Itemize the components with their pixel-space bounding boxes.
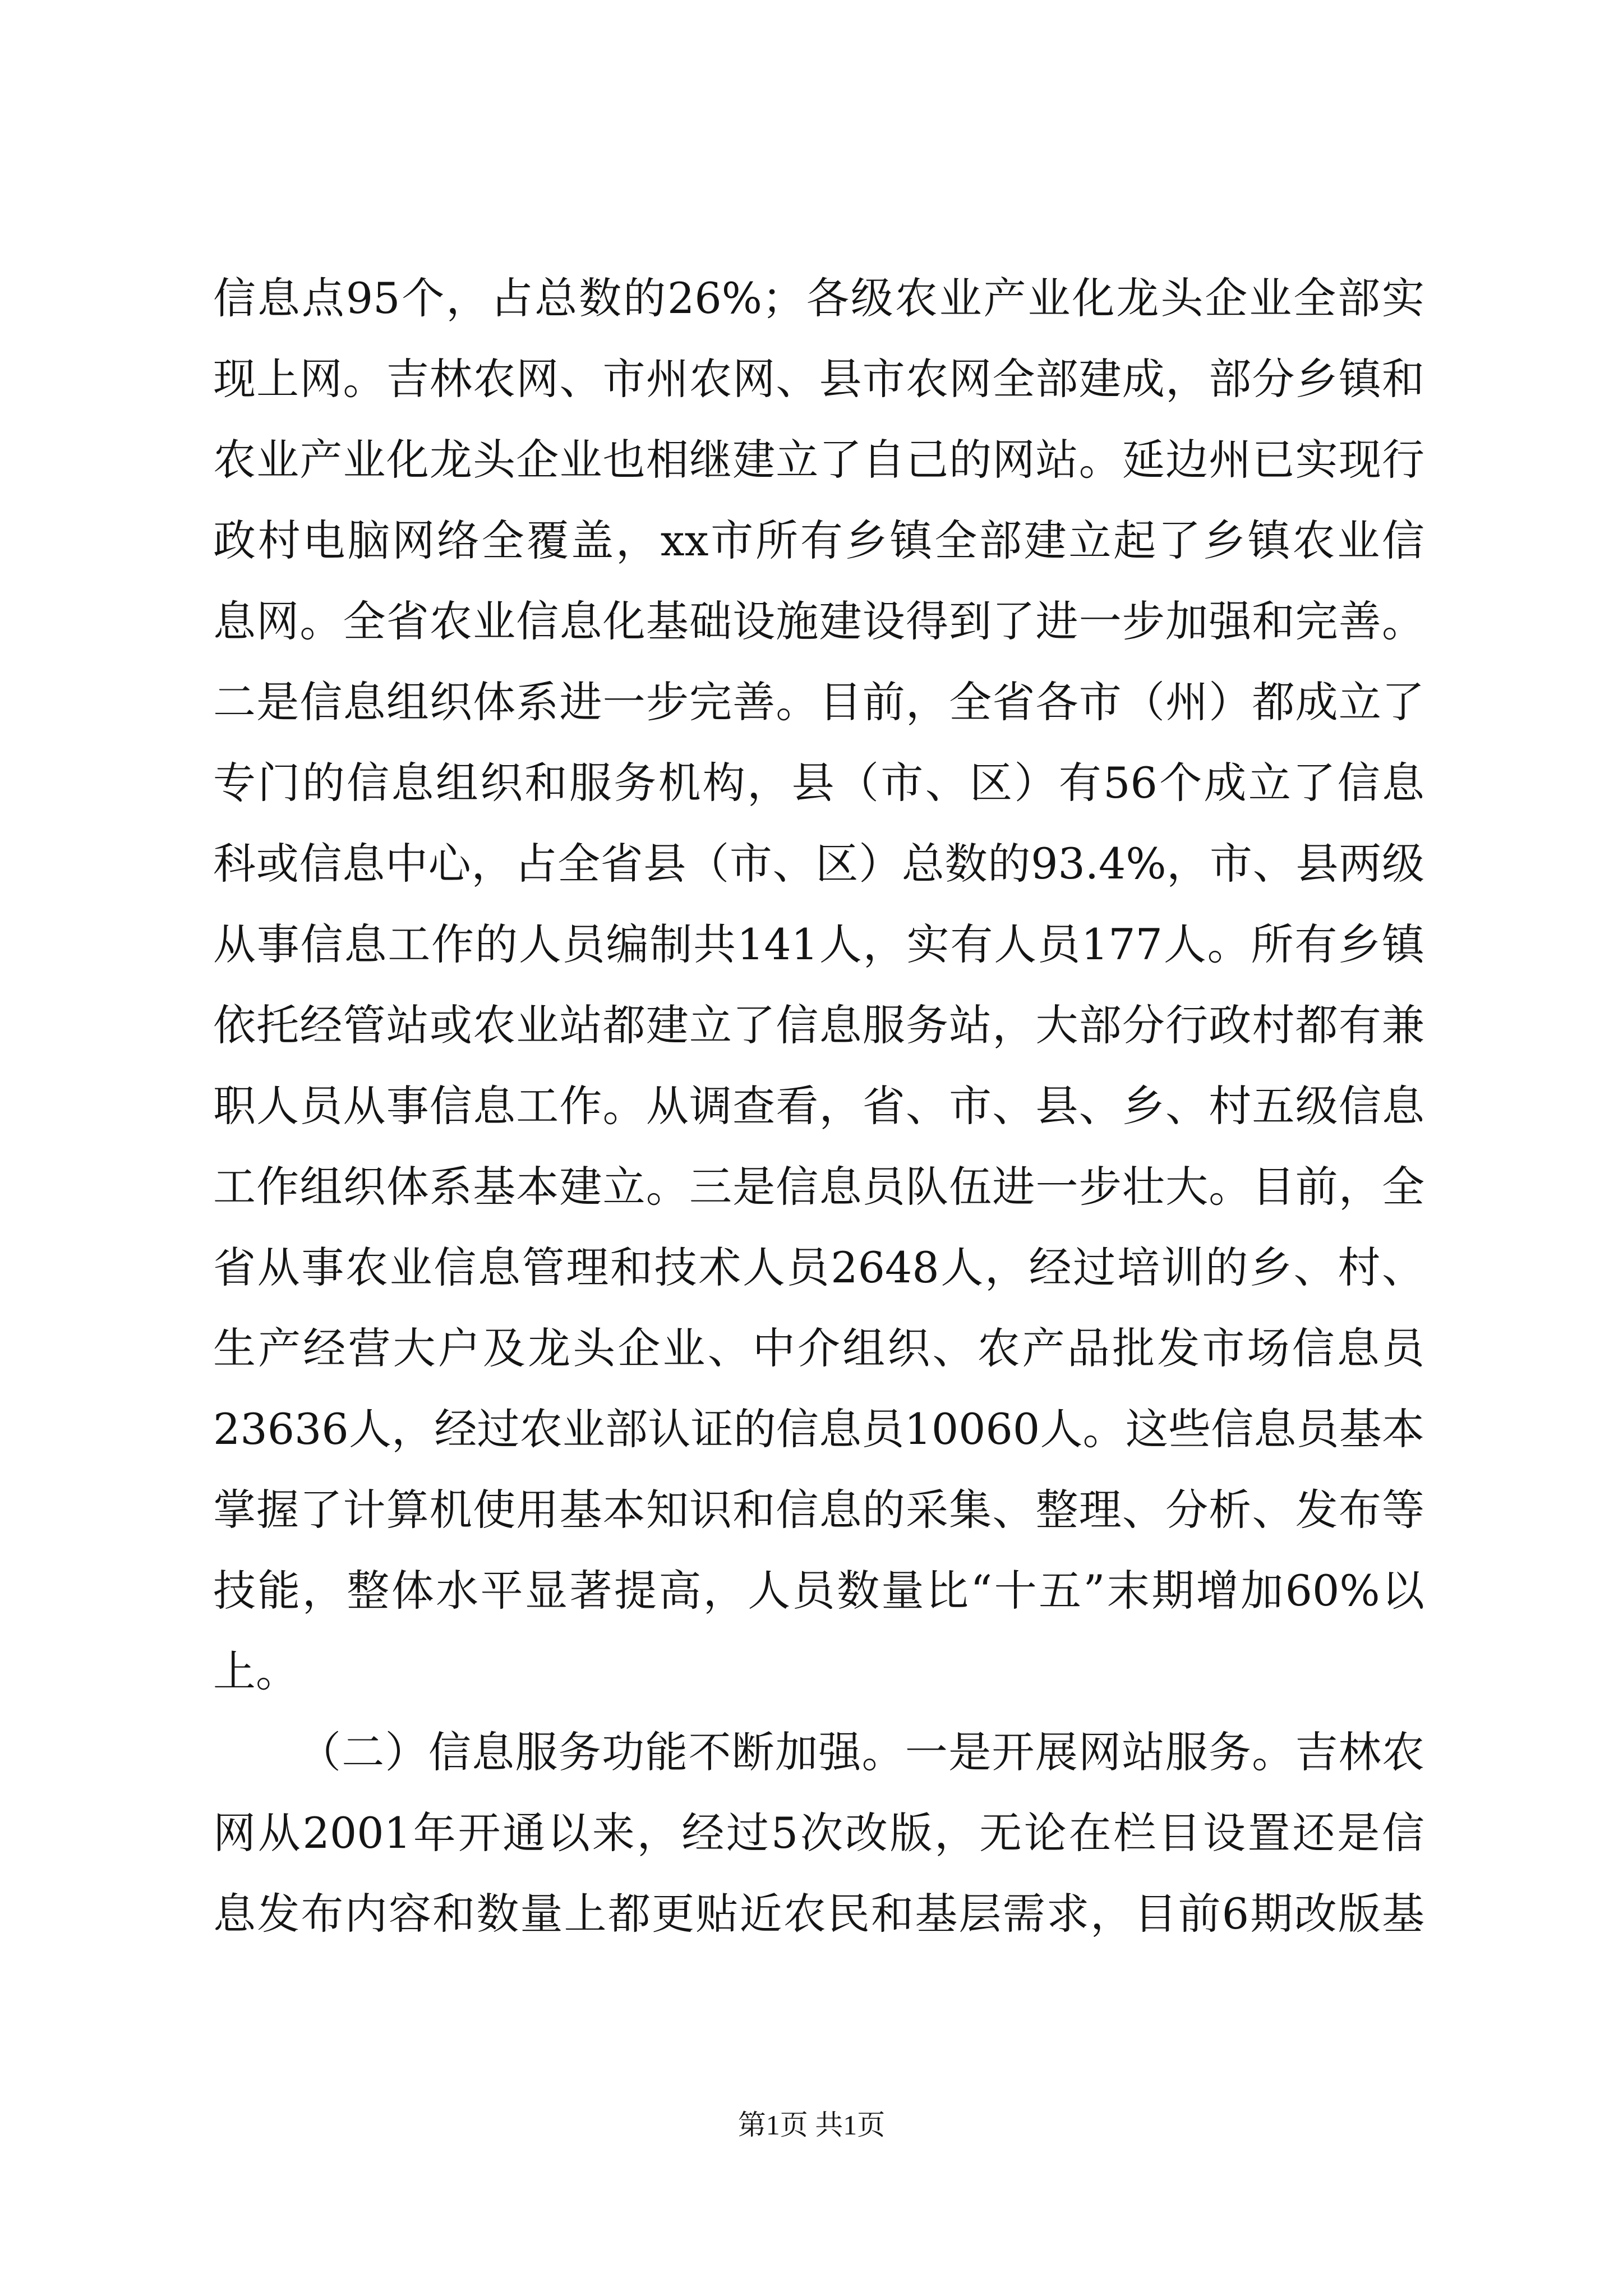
text-line: 二是信息组织体系进一步完善。目前，全省各市（州）都成立了 <box>213 677 1424 727</box>
text-line: 专门的信息组织和服务机构，县（市、区）有56个成立了信息 <box>213 758 1424 808</box>
text-line: 工作组织体系基本建立。三是信息员队伍进一步壮大。目前，全 <box>213 1162 1424 1212</box>
text-line: 网从2001年开通以来，经过5次改版，无论在栏目设置还是信 <box>213 1808 1424 1858</box>
document-body <box>213 258 1424 1954</box>
text-line: 依托经管站或农业站都建立了信息服务站，大部分行政村都有兼 <box>213 1000 1424 1050</box>
text-line: 信息点95个，占总数的26%；各级农业产业化龙头企业全部实 <box>213 273 1424 323</box>
text-line: 掌握了计算机使用基本知识和信息的采集、整理、分析、发布等 <box>213 1485 1424 1535</box>
paragraph-end-line: 上。 <box>213 1646 298 1696</box>
text-line: 从事信息工作的人员编制共141人，实有人员177人。所有乡镇 <box>213 919 1424 969</box>
page-number-label: 第1页 共1页 <box>737 2109 886 2141</box>
text-line: 23636人，经过农业部认证的信息员10060人。这些信息员基本 <box>213 1404 1424 1454</box>
text-line: 科或信息中心，占全省县（市、区）总数的93.4%，市、县两级 <box>213 839 1424 889</box>
text-line: 息发布内容和数量上都更贴近农民和基层需求，目前6期改版基 <box>213 1889 1424 1939</box>
text-line: 现上网。吉林农网、市州农网、县市农网全部建成，部分乡镇和 <box>213 354 1424 404</box>
text-line: 生产经营大户及龙头企业、中介组织、农产品批发市场信息员 <box>213 1323 1424 1373</box>
page-footer <box>0 2102 1623 2143</box>
text-line: 农业产业化龙头企业也相继建立了自己的网站。延边州已实现行 <box>213 435 1424 485</box>
text-line: 职人员从事信息工作。从调查看，省、市、县、乡、村五级信息 <box>213 1081 1424 1131</box>
text-line: 政村电脑网络全覆盖，xx市所有乡镇全部建立起了乡镇农业信 <box>213 516 1424 565</box>
text-line: 息网。全省农业信息化基础设施建设得到了进一步加强和完善。 <box>213 596 1424 646</box>
text-line: 技能，整体水平显著提高，人员数量比“十五”末期增加60%以 <box>213 1566 1424 1616</box>
paragraph-start-line: （二）信息服务功能不断加强。一是开展网站服务。吉林农 <box>298 1727 1424 1777</box>
text-line: 省从事农业信息管理和技术人员2648人，经过培训的乡、村、 <box>213 1243 1424 1292</box>
